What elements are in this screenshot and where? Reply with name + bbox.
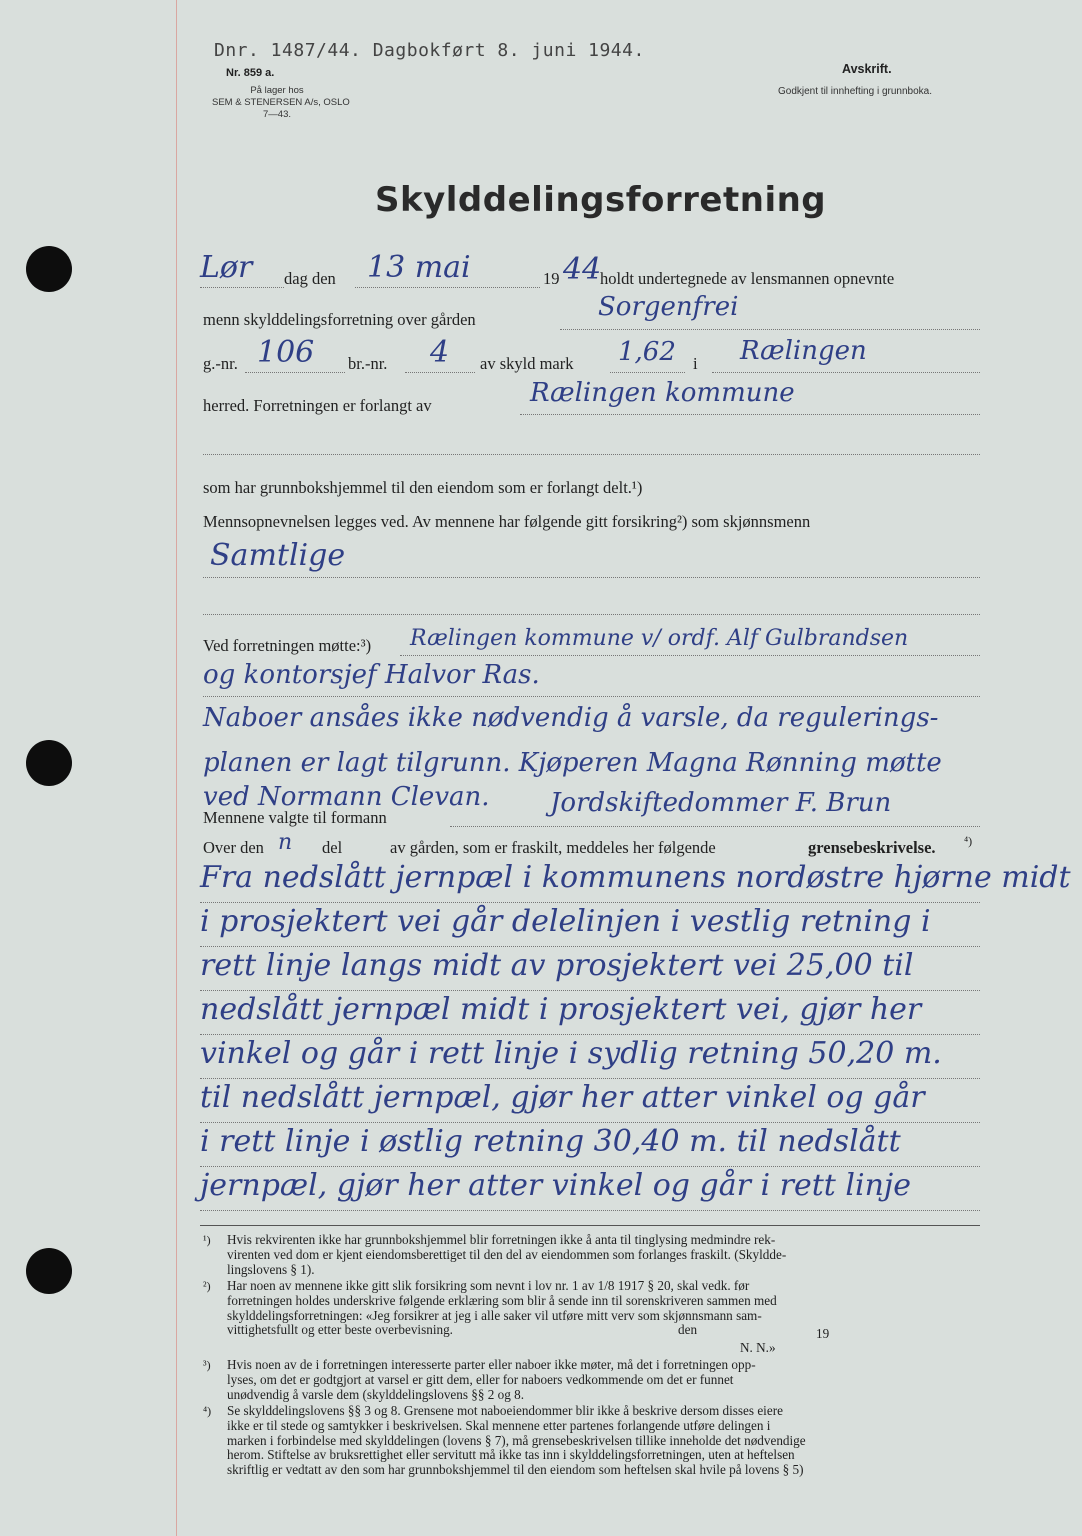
- fill-line: [560, 329, 980, 330]
- printer-imprint: [212, 85, 350, 121]
- boundary-line: nedslått jernpæl midt i prosjektert vei, gjør her: [200, 992, 922, 1027]
- farm-name-handwritten: Sorgenfrei: [598, 292, 739, 322]
- year-prefix: 19: [543, 269, 560, 288]
- boundary-line: Fra nedslått jernpæl i kommunens nordøstre hjørne midt: [200, 860, 1071, 895]
- form-text: i: [693, 354, 698, 373]
- fill-line: [200, 946, 980, 947]
- footnote-line: virenten ved dom er kjent eiendomsberettiget til den del av eiendommen som forlanges fraskilt. (Skyldde-: [227, 1246, 787, 1262]
- notice-handwritten-2: planen er lagt tilgrunn. Kjøperen Magna Rønning møtte: [203, 748, 942, 778]
- brnr-handwritten: 4: [430, 335, 450, 370]
- fill-line: [520, 414, 980, 415]
- skyld-label: av skyld mark: [480, 354, 574, 373]
- footnote-line: ikke er til stede og samtykker i beskrivelsen. Skal mennene etter partenes forlangende utføre delingen i: [227, 1417, 771, 1433]
- chairman-label: Mennene valgte til formann: [203, 808, 387, 827]
- form-text: holdt undertegnede av lensmannen opnevnte: [600, 269, 895, 288]
- attendees-handwritten-2: og kontorsjef Halvor Ras.: [203, 660, 540, 690]
- gnr-label: g.-nr.: [203, 354, 238, 373]
- fill-line: [200, 1210, 980, 1211]
- year-handwritten: 44: [563, 252, 602, 287]
- fill-line: [200, 287, 284, 288]
- fill-line: [200, 1166, 980, 1167]
- footnote-line: skriftlig er vedtatt av den som har grunnbokshjemmel til den eiendom som heftelsen skal hvile på lovens § 5): [227, 1462, 804, 1478]
- footnote-number: ²): [203, 1279, 211, 1293]
- footnote-line: Hvis noen av de i forretningen interesserte parter eller naboer ikke møter, må det i forretningen opp-: [227, 1357, 756, 1372]
- footnote-number: ¹): [203, 1233, 211, 1247]
- weekday-handwritten: Lør: [200, 250, 253, 285]
- fill-line: [200, 1078, 980, 1079]
- fill-line: [200, 1122, 980, 1123]
- footnote-number: ⁴): [203, 1404, 212, 1418]
- footnote-number: ³): [203, 1358, 211, 1372]
- herred-handwritten: Rælingen: [740, 336, 867, 366]
- fill-line: [203, 577, 980, 578]
- fill-line: [203, 614, 980, 615]
- footnote-4: [227, 1404, 806, 1478]
- printer-line: På lager hos: [250, 85, 304, 96]
- form-number: Nr. 859 a.: [226, 67, 275, 79]
- punch-hole-middle: [26, 740, 72, 786]
- footnote-ref: ⁴): [964, 834, 973, 848]
- fill-line: [450, 826, 980, 827]
- footnote-divider: [200, 1225, 980, 1226]
- form-text: Mennsopnevnelsen legges ved. Av mennene har følgende gitt forsikring²) som skjønnsmenn: [203, 512, 811, 531]
- form-text: menn skylddelingsforretning over gården: [203, 310, 476, 329]
- boundary-line: til nedslått jernpæl, gjør her atter vinkel og går: [200, 1080, 925, 1115]
- fill-line: [203, 696, 980, 697]
- footnote-line: lyses, om det er godtgjort at varsel er gitt dem, eller for naboers vedkommende om det er funnet: [227, 1371, 734, 1387]
- date-handwritten: 13 mai: [367, 250, 471, 285]
- boundary-line: rett linje langs midt av prosjektert vei 25,00 til: [200, 948, 914, 983]
- fill-line: [405, 372, 475, 373]
- part-handwritten: n: [278, 830, 293, 855]
- punch-hole-top: [26, 246, 72, 292]
- fill-line: [712, 372, 980, 373]
- attendees-handwritten: Rælingen kommune v/ ordf. Alf Gulbrandsen: [410, 626, 909, 651]
- form-text: som har grunnbokshjemmel til den eiendom som er forlangt delt.¹): [203, 478, 643, 497]
- fill-line: [355, 287, 540, 288]
- punch-hole-bottom: [26, 1248, 72, 1294]
- footnote-year: 19: [816, 1326, 830, 1341]
- approval-note: Godkjent til innhefting i grunnboka.: [778, 86, 932, 97]
- footnote-line: Har noen av mennene ikke gitt slik forsikring som nevnt i lov nr. 1 av 1/8 1917 § 20, skal vedk. før: [227, 1278, 750, 1293]
- attendees-label: Ved forretningen møtte:³): [203, 636, 372, 655]
- brnr-label: br.-nr.: [348, 354, 388, 373]
- footnote-den: den: [678, 1322, 698, 1337]
- form-text: Over den: [203, 838, 264, 857]
- notice-handwritten: Naboer ansåes ikke nødvendig å varsle, da regulerings-: [203, 703, 939, 733]
- form-text: av gården, som er fraskilt, meddeles her følgende: [390, 838, 716, 857]
- fill-line: [400, 655, 980, 656]
- fill-line: [200, 902, 980, 903]
- registry-line: Dnr. 1487/44. Dagbokført 8. juni 1944.: [214, 40, 645, 61]
- footnote-line: lingslovens § 1).: [227, 1261, 315, 1277]
- skyld-handwritten: 1,62: [618, 337, 676, 367]
- fill-line: [245, 372, 345, 373]
- boundary-line: vinkel og går i rett linje i sydlig retning 50,20 m.: [200, 1036, 942, 1071]
- buyer-representative-handwritten: ved Normann Clevan.: [203, 782, 490, 812]
- fill-line: [203, 454, 980, 455]
- avskrift-label: Avskrift.: [842, 62, 892, 76]
- boundary-heading: grensebeskrivelse.: [808, 838, 936, 857]
- margin-rule: [176, 0, 177, 1536]
- footnote-line: marken i forbindelse med skylddelingen (lovens § 7), må grensebeskrivelsen tillike inneholde det nødvendige: [227, 1432, 806, 1448]
- footnote-line: vittighetsfullt og etter beste overbevisning.: [227, 1322, 453, 1338]
- fill-line: [200, 1034, 980, 1035]
- boundary-line: i prosjektert vei går delelinjen i vestlig retning i: [200, 904, 931, 939]
- footnote-line: unødvendig å varsle dem (skylddelingslovens §§ 2 og 8.: [227, 1386, 525, 1402]
- footnote-line: Se skylddelingslovens §§ 3 og 8. Grensene mot naboeiendommer blir ikke å beskrive dersom disses eiere: [227, 1403, 783, 1418]
- printer-line: SEM & STENERSEN A/s, OSLO: [212, 97, 350, 108]
- document-title: Skylddelingsforretning: [375, 180, 827, 220]
- fill-line: [200, 990, 980, 991]
- footnote-nn: N. N.»: [740, 1340, 776, 1355]
- gnr-handwritten: 106: [257, 335, 315, 370]
- boundary-line: i rett linje i østlig retning 30,40 m. til nedslått: [200, 1124, 901, 1159]
- fill-line: [610, 372, 685, 373]
- footnote-line: Hvis rekvirenten ikke har grunnbokshjemmel blir forretningen ikke å anta til tinglysing medmindre rek-: [227, 1232, 776, 1247]
- boundary-line: jernpæl, gjør her atter vinkel og går i rett linje: [200, 1168, 911, 1203]
- footnote-3: [227, 1358, 756, 1402]
- appraisers-handwritten: Samtlige: [210, 538, 346, 573]
- chairman-handwritten: Jordskiftedommer F. Brun: [550, 788, 892, 818]
- form-text: del: [322, 838, 343, 857]
- printer-line: 7—43.: [263, 109, 291, 120]
- footnote-line: herom. Stiftelse av bruksrettighet eller servitutt må ikke tas inn i skylddelingsforretningen, uten at heftelsen: [227, 1447, 795, 1463]
- footnote-line: skylddelingsforretningen: «Jeg forsikrer at jeg i alle saker vil utføre mitt verv som skjønnsmann sam-: [227, 1307, 762, 1323]
- requester-handwritten: Rælingen kommune: [530, 378, 795, 408]
- form-text: herred. Forretningen er forlangt av: [203, 396, 432, 415]
- footnote-line: forretningen holdes underskrive følgende erklæring som blir å sende inn til sorenskriveren sammen med: [227, 1292, 777, 1308]
- form-text: dag den: [284, 269, 336, 288]
- footnote-1: [227, 1233, 786, 1277]
